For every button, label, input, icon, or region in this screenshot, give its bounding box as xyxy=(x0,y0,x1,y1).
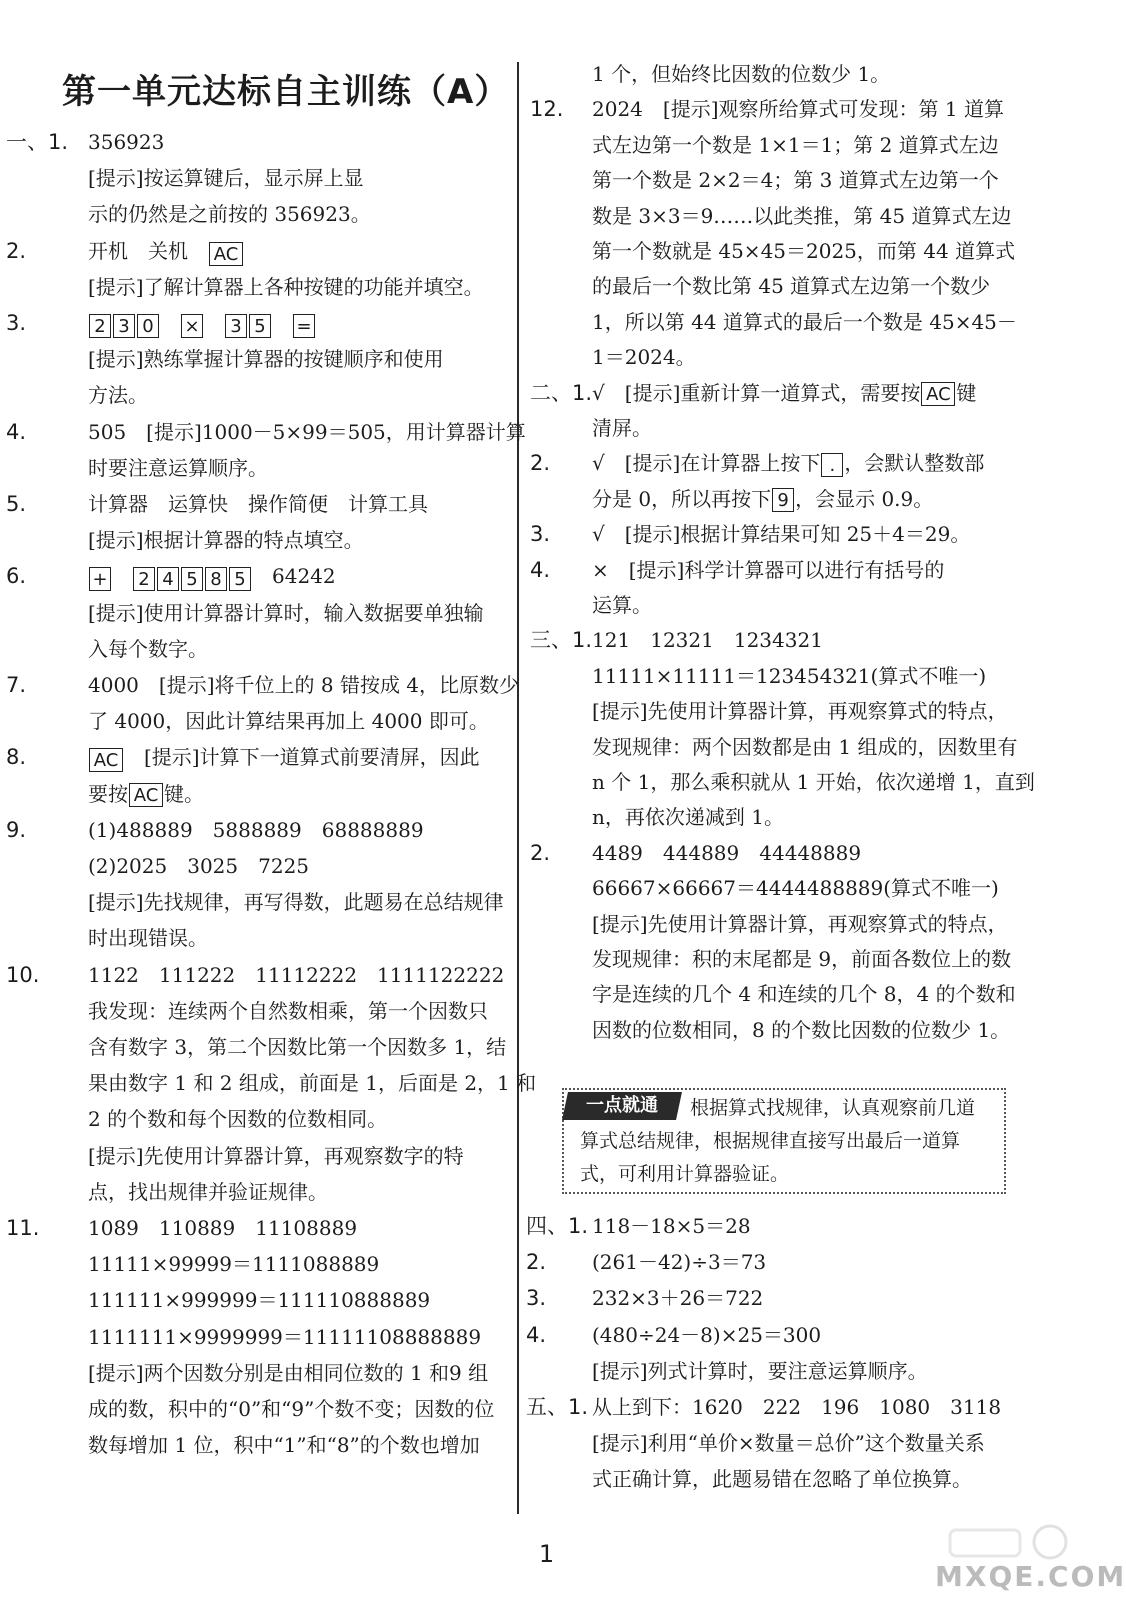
answer-line xyxy=(88,707,489,735)
page-title: 第一单元达标自主训练（A） xyxy=(62,72,510,112)
answer-text: 64242 xyxy=(252,564,336,589)
answer-text: 发现规律：两个因数都是由 1 组成的，因数里有 xyxy=(592,734,1018,759)
answer-text: [提示]使用计算器计算时，输入数据要单独输 xyxy=(88,600,484,625)
answer-line xyxy=(88,164,364,192)
page-number: 1 xyxy=(538,1540,555,1568)
answer-line xyxy=(88,1105,387,1133)
answer-text: 2024 [提示]观察所给算式可发现：第 1 道算 xyxy=(592,97,1004,122)
answer-text: 入每个数字。 xyxy=(88,636,208,661)
question-number: 4. xyxy=(530,557,551,582)
answer-text: 数是 3×3＝9……以此类推，第 45 道算式左边 xyxy=(592,203,1012,228)
answer-line xyxy=(592,414,652,442)
answer-text: 1122 111222 11112222 1111122222 xyxy=(88,962,505,987)
answer-text: [提示]两个因数分别是由相同位数的 1 和9 组 xyxy=(88,1360,489,1385)
answer-line xyxy=(88,1359,488,1387)
answer-text: 要按 xyxy=(88,781,128,806)
answer-text: 我发现：连续两个自然数相乘，第一个因数只 xyxy=(88,998,488,1023)
calculator-keys xyxy=(88,745,124,773)
answer-line xyxy=(526,1248,766,1276)
answer-text: (1)488889 5888889 68888889 xyxy=(88,817,424,842)
answer-text: 式正确计算，此题易错在忽略了单位换算。 xyxy=(592,1467,972,1492)
answer-line xyxy=(88,780,204,808)
answer-line xyxy=(88,200,371,228)
answer-line xyxy=(592,803,784,831)
answer-line xyxy=(592,662,986,690)
question-number: 2. xyxy=(526,1250,547,1275)
answer-line xyxy=(592,591,652,619)
answer-text: 1，所以第 44 道算式的最后一个数是 45×45－ xyxy=(592,309,1017,334)
question-number: 2. xyxy=(6,238,27,263)
question-number: 四、1. xyxy=(526,1214,589,1238)
answer-text: [提示]熟练掌握计算器的按键顺序和使用 xyxy=(88,347,444,372)
calculator-key: 5 xyxy=(249,314,271,338)
answer-text: 121 12321 1234321 xyxy=(592,628,823,653)
calculator-key: 2 xyxy=(89,314,111,338)
answer-line xyxy=(530,839,861,867)
answer-line xyxy=(6,309,316,337)
calculator-keys xyxy=(88,311,316,339)
answer-text: 232×3＋26＝722 xyxy=(592,1286,764,1311)
tip-line: 根据算式找规律，认真观察前几道 xyxy=(690,1097,976,1119)
answer-text: 的最后一个数比第 45 道算式左边第一个数少 xyxy=(592,274,991,299)
answer-line xyxy=(6,237,244,265)
answer-line xyxy=(88,1431,480,1459)
answer-text: 505 [提示]1000－5×99＝505，用计算器计算 xyxy=(88,419,526,444)
answer-line xyxy=(526,1212,751,1240)
answer-text: 因数的位数相同，8 的个数比因数的位数少 1。 xyxy=(592,1017,1011,1042)
answer-line xyxy=(592,874,999,902)
question-number: 9. xyxy=(6,817,27,842)
answer-text: √ [提示]重新计算一道算式，需要按 xyxy=(592,380,921,405)
answer-line xyxy=(6,418,526,446)
tip-badge-label: 一点就通 xyxy=(586,1095,658,1116)
answer-text: [提示]计算下一道算式前要清屏，因此 xyxy=(124,745,480,770)
answer-text: 1＝2024。 xyxy=(592,345,696,370)
answer-text: 时要注意运算顺序。 xyxy=(88,455,268,480)
calculator-key: AC xyxy=(129,783,163,807)
calculator-keys xyxy=(208,238,244,266)
answer-line xyxy=(6,743,480,771)
answer-text: 清屏。 xyxy=(592,416,652,440)
answer-text: 含有数字 3，第二个因数比第一个因数多 1，结 xyxy=(88,1035,507,1059)
column-divider xyxy=(517,62,519,1514)
tip-line: 算式总结规律，根据规律直接写出最后一道算 xyxy=(580,1130,961,1152)
calculator-key: 2 xyxy=(133,567,155,591)
answer-line xyxy=(88,888,504,916)
question-number: 6. xyxy=(6,564,27,589)
answer-line xyxy=(592,202,1011,230)
answer-text: [提示]先使用计算器计算，再观察数字的特 xyxy=(88,1143,464,1168)
question-number: 4. xyxy=(6,419,27,444)
answer-text: ，会默认整数部 xyxy=(844,451,985,476)
question-number: 5. xyxy=(6,492,27,516)
question-number: 10. xyxy=(6,962,40,987)
answer-text: 成的数，积中的“0”和“9”个数不变；因数的位 xyxy=(88,1397,495,1421)
answer-text: (480÷24－8)×25＝300 xyxy=(592,1322,822,1347)
answer-line xyxy=(592,910,1008,938)
answer-text: 键 xyxy=(956,380,977,405)
tip-line: 式，可利用计算器验证。 xyxy=(580,1163,790,1185)
answer-line xyxy=(592,1357,928,1385)
watermark-text: MXQE.COM xyxy=(935,1560,1126,1593)
calculator-key: + xyxy=(89,567,111,591)
answer-text: (2)2025 3025 7225 xyxy=(88,854,310,878)
answer-line xyxy=(6,490,428,518)
answer-text: √ [提示]在计算器上按下 xyxy=(592,451,821,476)
answer-line xyxy=(530,379,976,407)
question-number: 三、1. xyxy=(530,628,593,653)
answer-text: ，会显示 0.9。 xyxy=(795,486,934,511)
answer-line xyxy=(526,1284,763,1312)
answer-text: (261－42)÷3＝73 xyxy=(592,1250,767,1275)
answer-line xyxy=(88,599,484,627)
calculator-key: 0 xyxy=(137,314,159,338)
answer-text: √ [提示]根据计算结果可知 25＋4＝29。 xyxy=(592,522,971,547)
answer-text: 数每增加 1 位，积中“1”和“8”的个数也增加 xyxy=(88,1433,480,1458)
answer-text: 1089 110889 11108889 xyxy=(88,1216,358,1240)
answer-line xyxy=(88,381,148,409)
answer-line xyxy=(88,924,208,952)
answer-line xyxy=(88,345,444,373)
answer-line xyxy=(592,308,1017,336)
tip-badge xyxy=(562,1092,682,1120)
answer-text: 4489 444889 44448889 xyxy=(592,840,862,865)
answer-text: 第一个数就是 45×45＝2025，而第 44 道算式 xyxy=(592,239,1016,263)
answer-text: 点，找出规律并验证规律。 xyxy=(88,1179,328,1204)
calculator-key: AC xyxy=(89,748,123,772)
answer-text: 运算。 xyxy=(592,593,652,617)
answer-text: 分是 0，所以再按下 xyxy=(592,486,772,511)
answer-text: [提示]了解计算器上各种按键的功能并填空。 xyxy=(88,274,484,299)
answer-line xyxy=(592,697,1008,725)
question-number: 7. xyxy=(6,673,27,697)
answer-line xyxy=(88,273,484,301)
answer-line xyxy=(88,1178,328,1206)
answer-line xyxy=(88,1286,430,1314)
answer-text: 1 个，但始终比因数的位数少 1。 xyxy=(592,62,891,86)
answer-text: 示的仍然是之前按的 356923。 xyxy=(88,202,371,227)
answer-text: 开机 关机 xyxy=(88,238,208,263)
answer-line xyxy=(6,128,164,156)
calculator-key: 5 xyxy=(229,567,251,591)
answer-line xyxy=(592,272,990,300)
answer-line xyxy=(592,1016,1010,1044)
question-number: 3. xyxy=(530,522,551,547)
answer-text: [提示]先使用计算器计算，再观察算式的特点， xyxy=(592,911,1008,936)
answer-line xyxy=(6,671,519,699)
question-number: 8. xyxy=(6,745,27,770)
answer-text: n，再依次递减到 1。 xyxy=(592,805,784,830)
calculator-key: 5 xyxy=(181,567,203,591)
answer-text: 第一个数是 2×2＝4；第 3 道算式左边第一个 xyxy=(592,168,999,193)
answer-text: 4000 [提示]将千位上的 8 错按成 4，比原数少 xyxy=(88,673,520,697)
answer-line xyxy=(526,1393,1001,1421)
calculator-key: 3 xyxy=(113,314,135,338)
answer-text: n 个 1，那么乘积就从 1 开始，依次递增 1，直到 xyxy=(592,770,1035,794)
answer-text: [提示]按运算键后，显示屏上显 xyxy=(88,166,364,191)
answer-line xyxy=(592,733,1017,761)
answer-text: 1111111×9999999＝11111108888889 xyxy=(88,1324,482,1349)
calculator-key: 9 xyxy=(772,488,794,512)
answer-line xyxy=(592,131,999,159)
answer-line xyxy=(592,980,1016,1008)
question-number: 2. xyxy=(530,451,551,476)
answer-line xyxy=(88,526,364,554)
answer-text: 了 4000，因此计算结果再加上 4000 即可。 xyxy=(88,709,489,734)
answer-line xyxy=(530,626,823,654)
answer-text: 111111×999999＝111110888889 xyxy=(88,1288,431,1313)
answer-text: × [提示]科学计算器可以进行有括号的 xyxy=(592,557,945,582)
answer-line xyxy=(88,454,268,482)
answer-line xyxy=(592,60,890,88)
question-number: 二、1. xyxy=(530,380,593,405)
answer-line xyxy=(88,1250,379,1278)
calculator-key: × xyxy=(181,314,203,338)
answer-line xyxy=(530,520,970,548)
calculator-key: . xyxy=(821,453,843,477)
answer-text: 计算器 运算快 操作简便 计算工具 xyxy=(88,492,428,516)
answer-text: [提示]先找规律，再写得数，此题易在总结规律 xyxy=(88,890,504,915)
answer-line xyxy=(530,556,944,584)
answer-line xyxy=(88,1323,481,1351)
question-number: 五、1. xyxy=(526,1395,589,1419)
answer-line xyxy=(6,562,336,590)
answer-line xyxy=(592,485,933,513)
answer-line xyxy=(88,997,488,1025)
answer-text: [提示]利用“单价×数量＝总价”这个数量关系 xyxy=(592,1431,985,1456)
answer-text: 从上到下：1620 222 196 1080 3118 xyxy=(592,1395,1002,1419)
calculator-key: = xyxy=(293,314,315,338)
answer-text: 356923 xyxy=(88,130,165,154)
answer-text: 字是连续的几个 4 和连续的几个 8，4 的个数和 xyxy=(592,982,1016,1007)
answer-line xyxy=(88,635,208,663)
question-number: 12. xyxy=(530,97,564,122)
question-number: 2. xyxy=(530,840,551,865)
answer-text: [提示]列式计算时，要注意运算顺序。 xyxy=(592,1358,928,1383)
answer-text: [提示]先使用计算器计算，再观察算式的特点， xyxy=(592,699,1008,724)
answer-text: 发现规律：积的末尾都是 9，前面各数位上的数 xyxy=(592,947,1012,971)
answer-line xyxy=(88,852,309,880)
answer-line xyxy=(592,343,696,371)
answer-line xyxy=(592,166,999,194)
answer-text: 118－18×5＝28 xyxy=(592,1214,751,1238)
answer-text: 键。 xyxy=(164,781,204,806)
answer-line xyxy=(6,1214,357,1242)
answer-text: 式左边第一个数是 1×1＝1；第 2 道算式左边 xyxy=(592,132,999,157)
answer-line xyxy=(6,961,504,989)
answer-line xyxy=(526,1321,821,1349)
answer-text: 66667×66667＝4444488889(算式不唯一) xyxy=(592,876,999,901)
calculator-key: 4 xyxy=(157,567,179,591)
answer-text: 11111×99999＝1111088889 xyxy=(88,1252,380,1277)
answer-line xyxy=(530,95,1004,123)
question-number: 一、1. xyxy=(6,130,69,154)
answer-line xyxy=(530,449,984,477)
calculator-key: 8 xyxy=(205,567,227,591)
question-number: 3. xyxy=(526,1286,547,1311)
calculator-key: AC xyxy=(209,242,243,266)
answer-line xyxy=(88,1069,536,1097)
answer-text: 2 的个数和每个因数的位数相同。 xyxy=(88,1107,388,1132)
answer-line xyxy=(592,237,1015,265)
answer-line xyxy=(88,1033,506,1061)
answer-text: 方法。 xyxy=(88,383,148,408)
answer-text: 11111×11111＝123454321(算式不唯一) xyxy=(592,663,987,688)
answer-text: 时出现错误。 xyxy=(88,926,208,951)
question-number: 11. xyxy=(6,1216,40,1240)
question-number: 3. xyxy=(6,311,27,335)
calculator-key: AC xyxy=(921,382,955,406)
answer-text: [提示]根据计算器的特点填空。 xyxy=(88,528,364,553)
calculator-key: 3 xyxy=(225,314,247,338)
calculator-keys xyxy=(88,564,252,592)
answer-line xyxy=(592,1429,985,1457)
question-number: 4. xyxy=(526,1322,547,1347)
answer-line xyxy=(592,945,1011,973)
answer-line xyxy=(88,1142,464,1170)
answer-line xyxy=(592,768,1035,796)
answer-line xyxy=(6,816,424,844)
answer-line xyxy=(592,1465,972,1493)
answer-line xyxy=(88,1395,494,1423)
answer-text: 果由数字 1 和 2 组成，前面是 1，后面是 2，1 和 xyxy=(88,1071,537,1096)
